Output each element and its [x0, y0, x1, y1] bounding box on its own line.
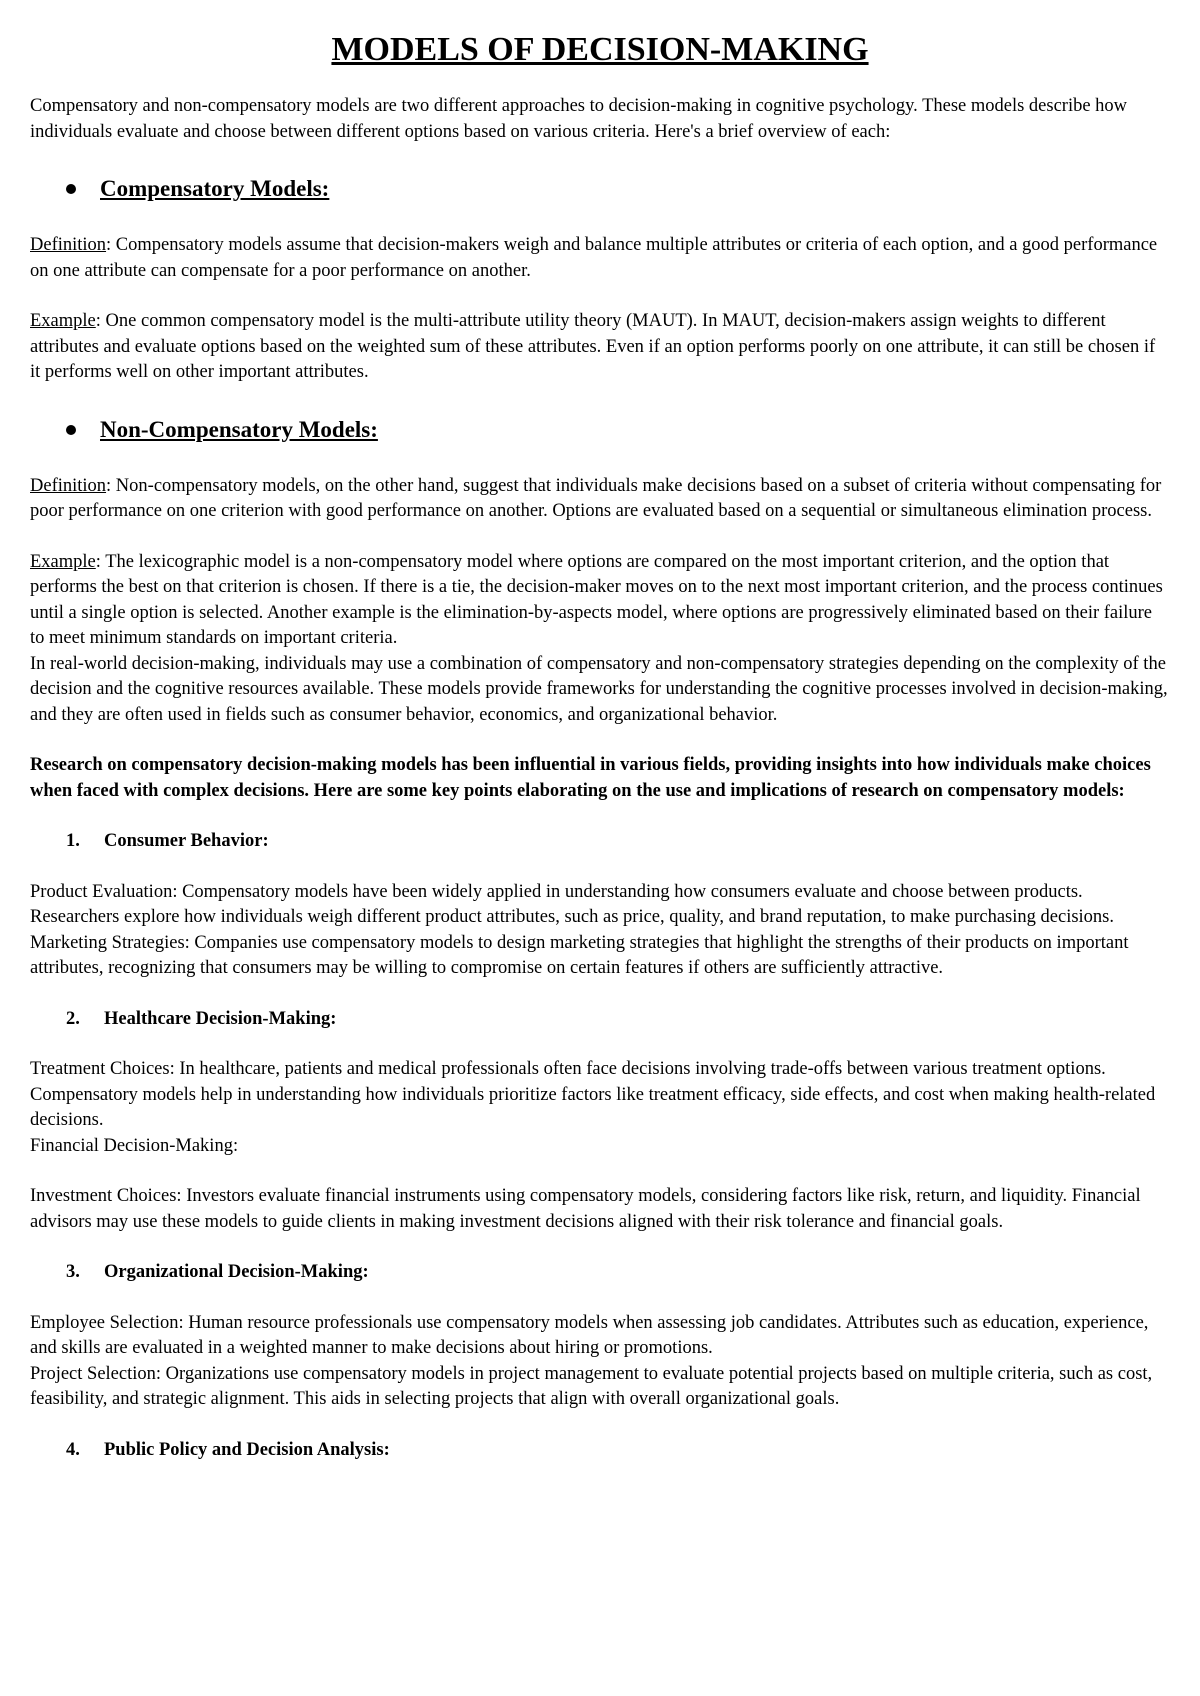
section-number: 1. — [66, 831, 80, 851]
compensatory-definition — [30, 233, 1170, 284]
bullet-icon — [66, 184, 76, 194]
research-intro: Research on compensatory decision-making models has been influential in various fields, providing insights into how individuals make choices when faced with complex decisions. Here are some key points elaborating on the use and implications of research on compensatory models: — [30, 755, 1151, 801]
non-compensatory-heading-text: Non-Compensatory Models: — [100, 416, 378, 442]
section-title: Public Policy and Decision Analysis: — [104, 1439, 390, 1460]
intro-paragraph: Compensatory and non-compensatory models are two different approaches to decision-making in cognitive psychology. These models describe how individuals evaluate and choose between different options based on various criteria. Here's a brief overview of each: — [30, 96, 1128, 142]
compensatory-heading-text: Compensatory Models: — [100, 176, 330, 202]
example-text: : One common compensatory model is the multi-attribute utility theory (MAUT). In MAUT, decision-makers assign weights to different attributes and evaluate options based on the weighted sum of these attributes. Even if an option performs poorly on one attribute, it can still be chosen if it performs well on other important attributes. — [30, 311, 1156, 382]
section-heading-healthcare — [30, 1007, 1170, 1033]
non-compensatory-example — [30, 550, 1170, 652]
section-line: Product Evaluation: Compensatory models have been widely applied in understanding how consumers evaluate and choose between products. Researchers explore how individuals weigh different product attributes, such as price, quality, and brand reputation, to make purchasing decisions. — [30, 881, 1114, 927]
section-line: Marketing Strategies: Companies use compensatory models to design marketing strategies that highlight the strengths of their products on important attributes, recognizing that consumers may be willing to compromise on certain features if others are sufficiently attractive. — [30, 932, 1129, 978]
example-label: Example — [30, 311, 96, 331]
definition-label: Definition — [30, 235, 107, 255]
page-title: MODELS OF DECISION-MAKING — [331, 31, 869, 68]
example-text: : The lexicographic model is a non-compensatory model where options are compared on the most important criterion, and the option that performs the best on that criterion is chosen. If there is a tie, the decision-maker moves on to the next most important criterion, and the process continues until a single option is selected. Another example is the elimination-by-aspects model, where options are progressively eliminated based on their failure to meet minimum standards on important criteria. — [30, 551, 1163, 648]
non-compensatory-definition — [30, 474, 1170, 525]
section-number: 3. — [66, 1262, 80, 1282]
real-world-paragraph: In real-world decision-making, individuals may use a combination of compensatory and non-compensatory strategies depending on the complexity of the decision and the cognitive resources available. These models provide frameworks for understanding the cognitive processes involved in decision-making, and they are often used in fields such as consumer behavior, economics, and organizational behavior. — [30, 653, 1168, 725]
compensatory-heading — [30, 169, 1170, 209]
definition-label: Definition — [30, 475, 107, 496]
section-line: Treatment Choices: In healthcare, patients and medical professionals often face decisions involving trade-offs between various treatment options. Compensatory models help in understanding how individuals prioritize factors like treatment efficacy, side effects, and cost when making health-related decisions. — [30, 1059, 1156, 1130]
section-title: Healthcare Decision-Making: — [104, 1008, 337, 1029]
section-title: Organizational Decision-Making: — [104, 1262, 369, 1282]
compensatory-example — [30, 309, 1170, 386]
bullet-icon — [66, 425, 76, 435]
section-title: Consumer Behavior: — [104, 831, 269, 851]
section-line: Employee Selection: Human resource professionals use compensatory models when assessing job candidates. Attributes such as education, experience, and skills are evaluated in a weighted manner to make decisions about hiring or promotions. — [30, 1312, 1149, 1358]
section-number: 2. — [66, 1008, 80, 1029]
section-heading-consumer — [30, 829, 1170, 855]
section-heading-public-policy — [30, 1438, 1170, 1464]
section-heading-organizational — [30, 1260, 1170, 1286]
example-label: Example — [30, 551, 96, 572]
section-line: Project Selection: Organizations use compensatory models in project management to evaluate potential projects based on multiple criteria, such as cost, feasibility, and strategic alignment. This aids in selecting projects that align with overall organizational goals. — [30, 1363, 1153, 1409]
definition-text: : Non-compensatory models, on the other hand, suggest that individuals make decisions based on a subset of criteria without compensating for poor performance on one criterion with good performance on another. Options are evaluated based on a sequential or simultaneous elimination process. — [30, 475, 1162, 521]
non-compensatory-heading — [30, 410, 1170, 450]
definition-text: : Compensatory models assume that decision-makers weigh and balance multiple attributes or criteria of each option, and a good performance on one attribute can compensate for a poor performance on another. — [30, 235, 1158, 281]
section-number: 4. — [66, 1439, 80, 1460]
section-line: Investment Choices: Investors evaluate financial instruments using compensatory models, considering factors like risk, return, and liquidity. Financial advisors may use these models to guide clients in making investment decisions aligned with their risk tolerance and financial goals. — [30, 1186, 1141, 1232]
section-line: Financial Decision-Making: — [30, 1135, 239, 1156]
